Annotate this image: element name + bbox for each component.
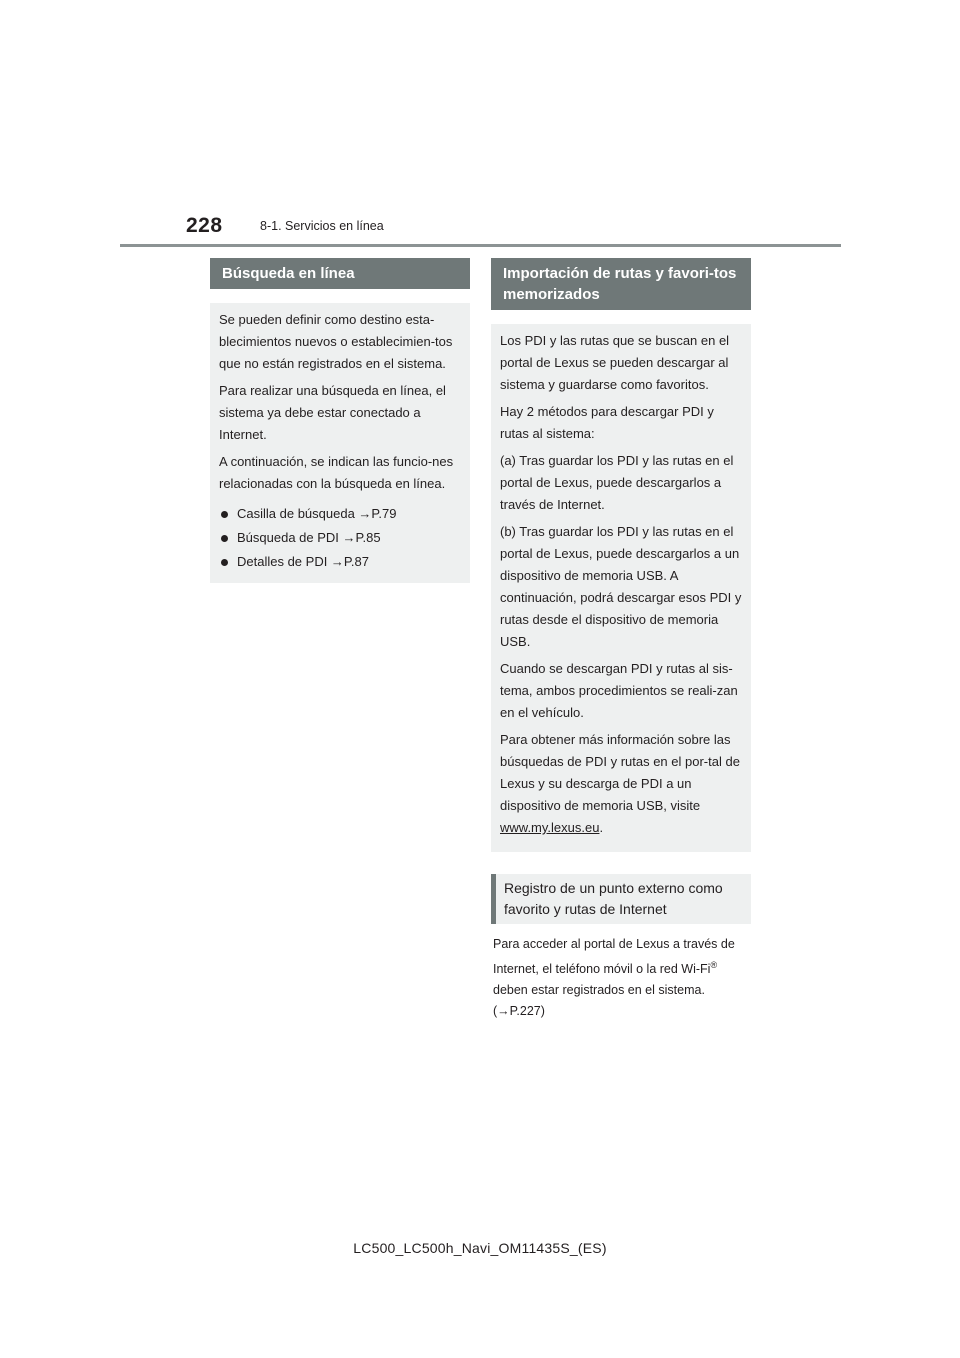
paragraph: (a) Tras guardar los PDI y las rutas en el portal de Lexus, puede descargarlos a través de Internet. bbox=[500, 453, 734, 512]
external-point-subheading: Registro de un punto externo como favorito y rutas de Internet bbox=[491, 874, 751, 924]
list-item bbox=[219, 527, 462, 549]
section-label: 8-1. Servicios en línea bbox=[260, 219, 384, 233]
paragraph: Se pueden definir como destino esta-blecimientos nuevos o establecimien-tos que no están registrados en el sistema. bbox=[219, 312, 453, 371]
paragraph: Para realizar una búsqueda en línea, el sistema ya debe estar conectado a Internet. bbox=[219, 383, 446, 442]
list-item bbox=[219, 551, 462, 573]
online-search-heading: Búsqueda en línea bbox=[210, 258, 470, 289]
page-number: 228 bbox=[186, 214, 223, 237]
info-text: Para obtener más información sobre las búsquedas de PDI y rutas en el por-tal de Lexus y su descarga de PDI a un dispositivo de memoria USB, visite bbox=[500, 732, 740, 813]
list-item-text: Búsqueda de PDI →P.85 bbox=[237, 530, 381, 545]
header-rule bbox=[120, 244, 841, 247]
registration-note bbox=[491, 934, 751, 1022]
paragraph: Hay 2 métodos para descargar PDI y rutas al sistema: bbox=[500, 404, 714, 441]
import-routes-heading: Importación de rutas y favori-tos memorizados bbox=[491, 258, 751, 310]
function-list bbox=[219, 503, 462, 573]
bullet-icon bbox=[221, 511, 228, 518]
paragraph: Cuando se descargan PDI y rutas al sis-tema, ambos procedimientos se reali-zan en el vehículo. bbox=[500, 661, 738, 720]
paragraph: Los PDI y las rutas que se buscan en el portal de Lexus se pueden descargar al sistema y guardarse como favoritos. bbox=[500, 333, 730, 392]
info-end: . bbox=[599, 820, 604, 835]
info-paragraph bbox=[500, 729, 743, 839]
paragraph: (b) Tras guardar los PDI y las rutas en el portal de Lexus, puede descargarlos a un dispositivo de memoria USB. A continuación, podrá descargar esos PDI y rutas desde el dispositivo de memoria USB. bbox=[500, 524, 742, 649]
registered-mark: ® bbox=[710, 960, 718, 970]
bullet-icon bbox=[221, 559, 228, 566]
list-item-text: Detalles de PDI →P.87 bbox=[237, 554, 369, 569]
online-search-box bbox=[210, 303, 470, 583]
list-item bbox=[219, 503, 462, 525]
left-column bbox=[210, 258, 470, 583]
note-text-end: deben estar registrados en el sistema. (→P.227) bbox=[493, 983, 705, 1019]
note-text: Para acceder al portal de Lexus a través de Internet, el teléfono móvil o la red Wi-Fi bbox=[493, 937, 735, 977]
list-item-text: Casilla de búsqueda →P.79 bbox=[237, 506, 397, 521]
right-column bbox=[491, 258, 751, 1022]
paragraph: A continuación, se indican las funcio-nes relacionadas con la búsqueda en línea. bbox=[219, 454, 454, 491]
lexus-portal-link[interactable]: www.my.lexus.eu bbox=[500, 820, 600, 835]
import-routes-box bbox=[491, 324, 751, 852]
footer-code: LC500_LC500h_Navi_OM11435S_(ES) bbox=[353, 1240, 607, 1256]
bullet-icon bbox=[221, 535, 228, 542]
